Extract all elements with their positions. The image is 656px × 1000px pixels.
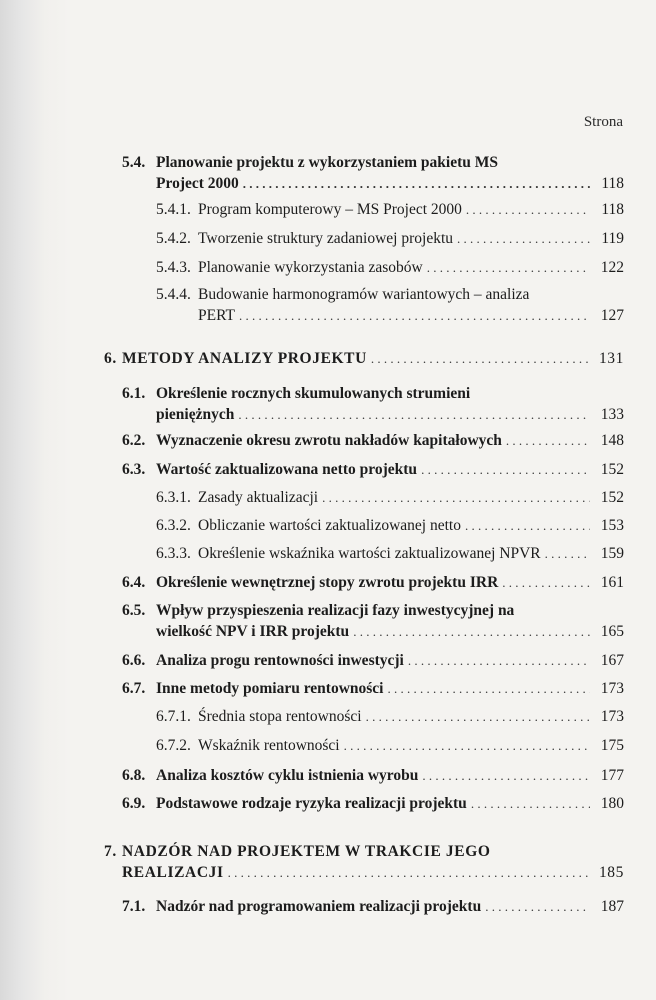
entry-page: 153	[600, 517, 624, 534]
entry-title: Budowanie harmonogramów wariantowych – analiza	[198, 286, 530, 303]
dot-leader	[228, 862, 590, 883]
entry-number: 6.9.	[122, 795, 146, 812]
entry-title: Określenie wewnętrznej stopy zwrotu projektu IRR	[156, 574, 499, 591]
entry-page: 127	[600, 307, 624, 324]
entry-number: 5.4.3.	[156, 259, 191, 276]
entry-number: 6.7.2.	[156, 737, 191, 754]
dot-leader	[408, 650, 590, 671]
toc-entry-6-1	[122, 383, 624, 425]
entry-title: Wyznaczenie okresu zwrotu nakładów kapitałowych	[156, 432, 502, 449]
entry-title: Analiza progu rentowności inwestycji	[156, 652, 404, 669]
entry-page: 177	[600, 767, 624, 784]
entry-page: 118	[601, 201, 624, 218]
toc-entry-5-4-2	[156, 228, 624, 249]
entry-page: 152	[600, 489, 624, 506]
entry-number: 6.8.	[122, 767, 146, 784]
toc-entry-6-3-1	[156, 487, 624, 508]
toc-entry-6-5	[122, 600, 624, 642]
entry-title: Określenie wskaźnika wartości zaktualizowanej NPVR	[198, 545, 541, 562]
dot-leader	[421, 459, 590, 480]
entry-title: Analiza kosztów cyklu istnienia wyrobu	[156, 767, 419, 784]
entry-page: 133	[600, 406, 624, 423]
entry-title: Średnia stopa rentowności	[198, 708, 362, 725]
entry-number: 6.1.	[122, 385, 146, 402]
entry-number: 6.3.	[122, 461, 146, 478]
toc-entry-6-2	[122, 430, 624, 451]
entry-page: 131	[598, 350, 624, 367]
toc-entry-6-8	[122, 765, 624, 786]
entry-number: 6.7.1.	[156, 708, 191, 725]
entry-page: 159	[600, 545, 624, 562]
entry-page: 185	[598, 864, 624, 881]
dot-leader	[387, 678, 590, 699]
dot-leader	[502, 572, 590, 593]
entry-page: 152	[600, 461, 624, 478]
entry-number: 6.4.	[122, 574, 146, 591]
entry-number: 6.2.	[122, 432, 146, 449]
dot-leader	[238, 404, 590, 425]
page-column-header: Strona	[583, 114, 623, 130]
dot-leader	[344, 735, 590, 756]
toc-entry-6-7	[122, 678, 624, 699]
toc-entry-5-4-1	[156, 199, 624, 220]
entry-number: 5.4.2.	[156, 230, 191, 247]
entry-page: 118	[601, 175, 624, 192]
entry-title: Tworzenie struktury zadaniowej projektu	[198, 230, 454, 247]
toc-entry-6-4	[122, 572, 624, 593]
entry-title: Planowanie wykorzystania zasobów	[198, 259, 423, 276]
entry-title: Inne metody pomiaru rentowności	[156, 680, 384, 697]
toc-chapter-7	[104, 841, 624, 883]
dot-leader	[353, 621, 590, 642]
toc-chapter-6	[104, 348, 624, 369]
entry-page: 148	[600, 432, 624, 449]
entry-title: Określenie rocznych skumulowanych strumieni	[156, 385, 471, 402]
entry-page: 175	[600, 737, 624, 754]
dot-leader	[371, 348, 590, 369]
entry-number: 7.1.	[122, 898, 146, 915]
chapter-title: NADZÓR NAD PROJEKTEM W TRAKCIE JEGO	[122, 843, 491, 860]
entry-page: 173	[600, 680, 624, 697]
dot-leader	[366, 706, 590, 727]
toc-entry-6-3-2	[156, 515, 624, 536]
chapter-title: METODY ANALIZY PROJEKTU	[122, 350, 367, 367]
toc-entry-5-4-4	[156, 284, 624, 326]
entry-title: Nadzór nad programowaniem realizacji projektu	[156, 898, 482, 915]
entry-title: Zasady aktualizacji	[198, 489, 319, 506]
entry-title: Program komputerowy – MS Project 2000	[198, 201, 462, 218]
entry-page: 161	[600, 574, 624, 591]
entry-title: Podstawowe rodzaje ryzyka realizacji projektu	[156, 795, 467, 812]
entry-number: 6.7.	[122, 680, 146, 697]
entry-number: 5.4.1.	[156, 201, 191, 218]
dot-leader	[322, 487, 590, 508]
entry-title-cont: Project 2000	[156, 175, 239, 192]
entry-page: 180	[600, 795, 624, 812]
chapter-number: 6.	[104, 350, 117, 367]
dot-leader	[471, 793, 590, 814]
entry-page: 119	[601, 230, 624, 247]
dot-leader	[457, 228, 590, 249]
dot-leader	[545, 543, 590, 564]
dot-leader	[243, 173, 590, 194]
dot-leader	[465, 515, 590, 536]
entry-title: Wpływ przyspieszenia realizacji fazy inwestycyjnej na	[156, 602, 515, 619]
dot-leader	[239, 305, 590, 326]
entry-number: 6.3.1.	[156, 489, 191, 506]
entry-title-cont: PERT	[198, 307, 235, 324]
entry-title: Obliczanie wartości zaktualizowanej netto	[198, 517, 461, 534]
entry-page: 165	[600, 623, 624, 640]
entry-number: 6.3.3.	[156, 545, 191, 562]
toc-entry-5-4	[122, 152, 624, 194]
entry-title-cont: wielkość NPV i IRR projektu	[156, 623, 350, 640]
entry-page: 167	[600, 652, 624, 669]
entry-title-cont: pieniężnych	[156, 406, 235, 423]
dot-leader	[485, 896, 590, 917]
entry-title: Wartość zaktualizowana netto projektu	[156, 461, 418, 478]
entry-number: 5.4.4.	[156, 286, 191, 303]
entry-number: 6.3.2.	[156, 517, 191, 534]
chapter-title-cont: REALIZACJI	[122, 864, 224, 881]
entry-page: 187	[600, 898, 624, 915]
entry-title: Planowanie projektu z wykorzystaniem pakietu MS	[156, 154, 499, 171]
dot-leader	[466, 199, 590, 220]
dot-leader	[506, 430, 590, 451]
toc-entry-7-1	[122, 896, 624, 917]
toc-entry-6-6	[122, 650, 624, 671]
dot-leader	[427, 257, 590, 278]
entry-number: 6.6.	[122, 652, 146, 669]
toc-entry-6-7-2	[156, 735, 624, 756]
entry-page: 173	[600, 708, 624, 725]
entry-number: 5.4.	[122, 154, 146, 171]
toc-entry-5-4-3	[156, 257, 624, 278]
toc-entry-6-3	[122, 459, 624, 480]
entry-page: 122	[600, 259, 624, 276]
toc-entry-6-7-1	[156, 706, 624, 727]
entry-title: Wskaźnik rentowności	[198, 737, 340, 754]
toc-entry-6-9	[122, 793, 624, 814]
toc-entry-6-3-3	[156, 543, 624, 564]
chapter-number: 7.	[104, 843, 117, 860]
dot-leader	[422, 765, 590, 786]
entry-number: 6.5.	[122, 602, 146, 619]
